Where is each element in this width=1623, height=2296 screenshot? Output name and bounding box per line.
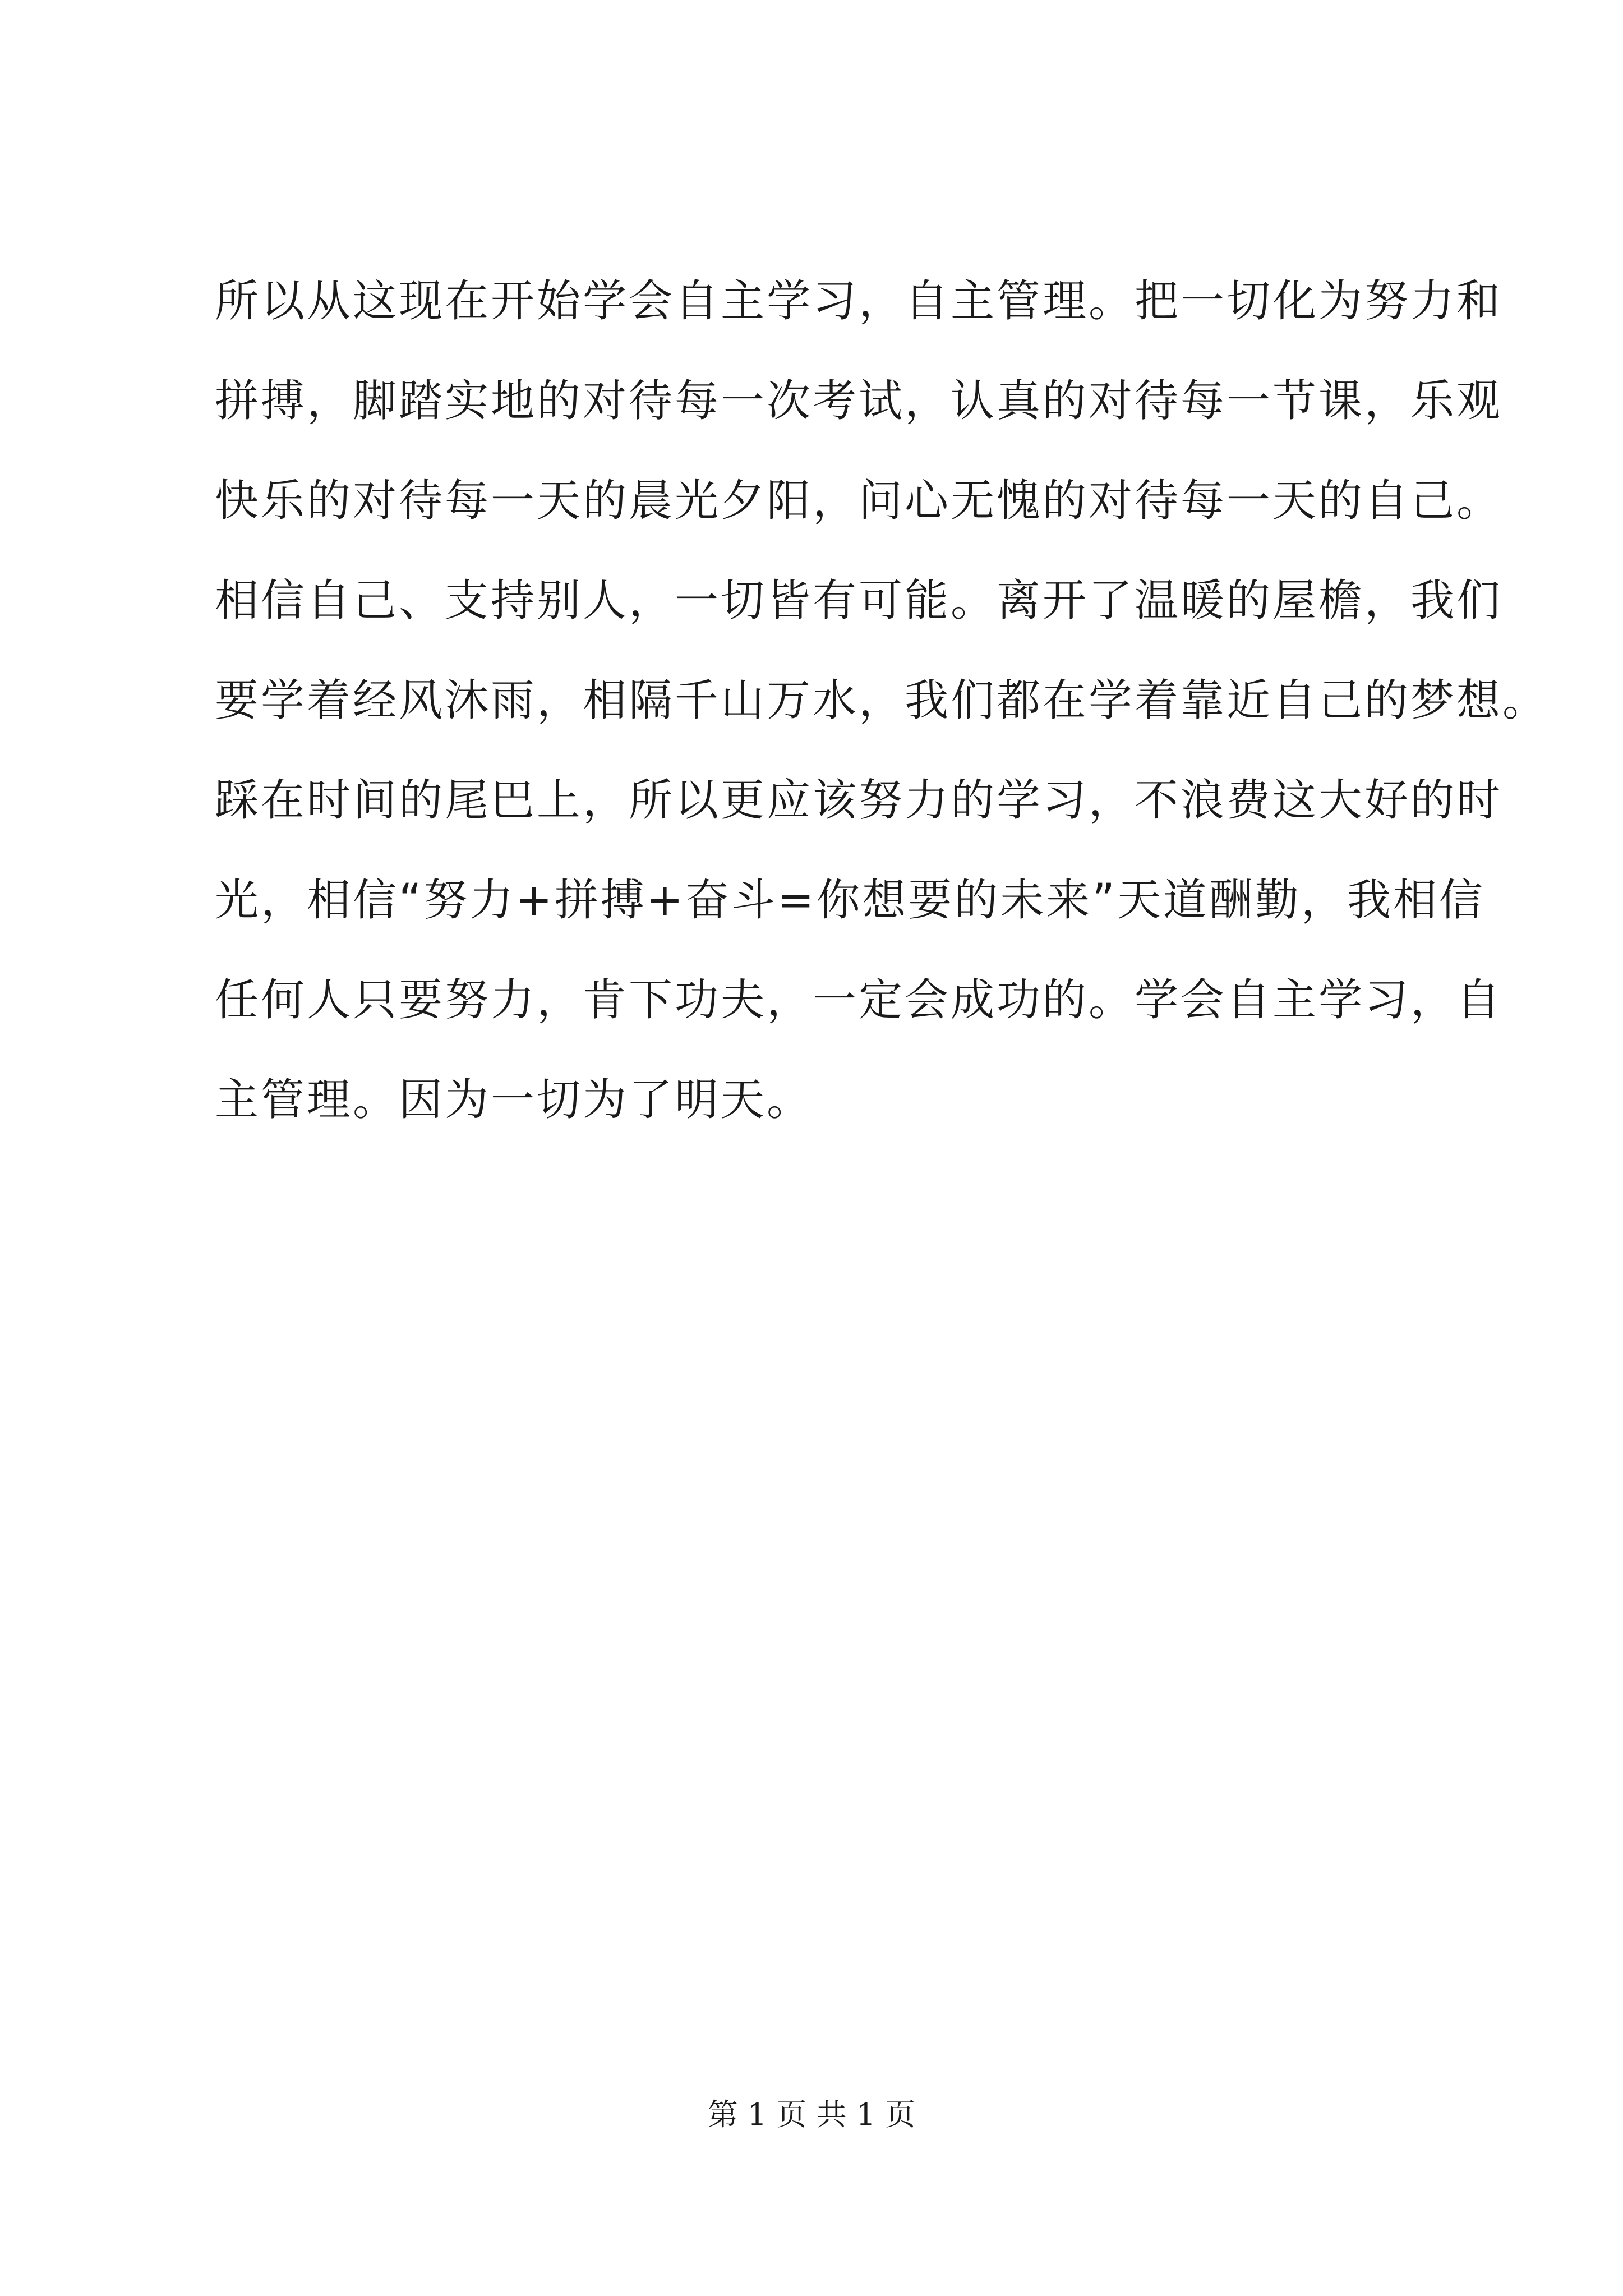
text-line: 踩在时间的尾巴上，所以更应该努力的学习，不浪费这大好的时 (215, 775, 1503, 826)
text-line: 快乐的对待每一天的晨光夕阳，问心无愧的对待每一天的自己。 (215, 476, 1503, 526)
text-line: 光，相信“努力+拼搏+奋斗=你想要的未来”天道酬勤，我相信 (215, 875, 1485, 926)
text-line: 要学着经风沐雨，相隔千山万水，我们都在学着靠近自己的梦想。 (215, 675, 1549, 726)
body-paragraph (215, 251, 1549, 1150)
text-line: 相信自己、支持别人，一切皆有可能。离开了温暖的屋檐，我们 (215, 576, 1503, 626)
text-line: 任何人只要努力，肯下功夫，一定会成功的。学会自主学习，自 (215, 975, 1503, 1025)
text-line: 拼搏，脚踏实地的对待每一次考试，认真的对待每一节课，乐观 (215, 376, 1503, 426)
text-line: 主管理。因为一切为了明天。 (215, 1075, 813, 1125)
text-line: 所以从这现在开始学会自主学习，自主管理。把一切化为努力和 (215, 276, 1503, 326)
page-footer: 第 1 页 共 1 页 (707, 2097, 916, 2132)
